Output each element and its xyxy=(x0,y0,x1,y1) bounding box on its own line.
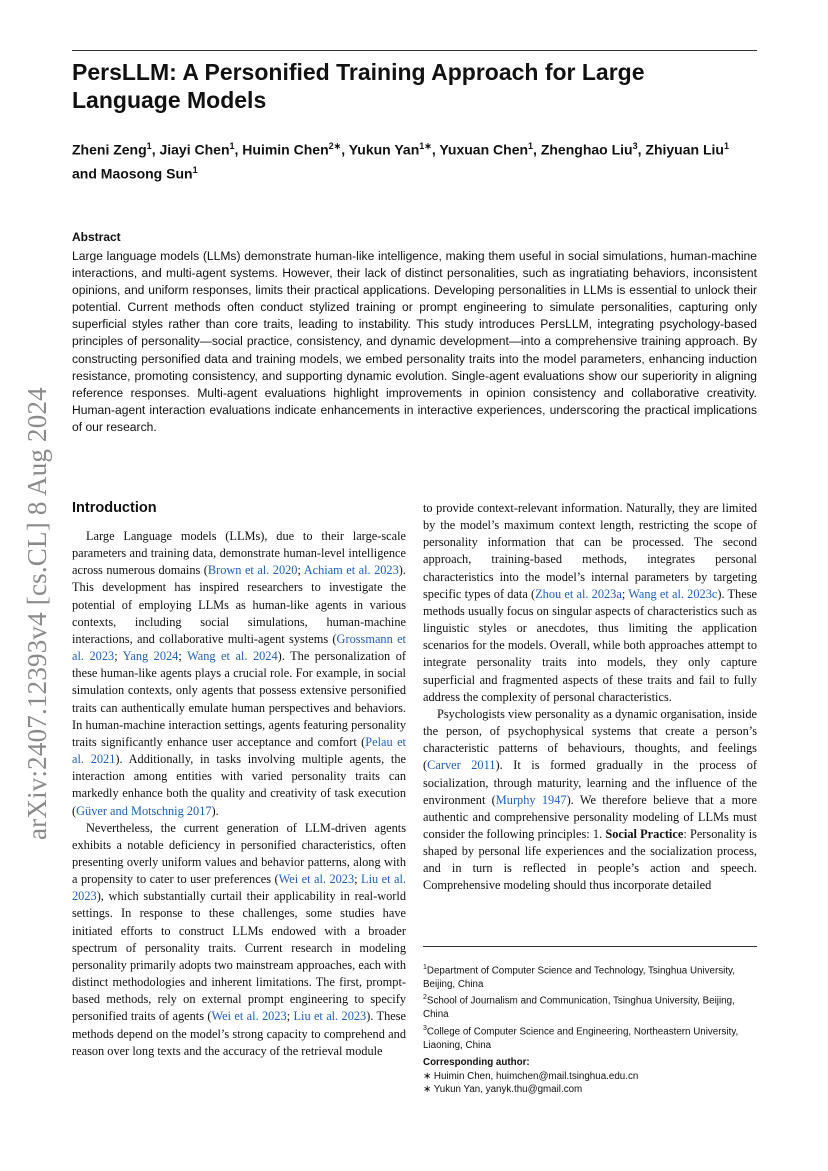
footnote-mark: 3 xyxy=(423,1024,427,1032)
affiliation-footnotes xyxy=(423,961,757,1052)
author-affiliation-mark: 1 xyxy=(528,141,534,151)
citation-link[interactable]: Brown et al. 2020 xyxy=(207,563,298,578)
author-name: Yukun Yan xyxy=(348,141,420,158)
body-text: ). This development has inspired researchers to investigate the potential of employing LLMs as human-like agents in various contexts, including social simulations, human-machine interactions, and collaborative multi-agent systems ( xyxy=(72,563,406,646)
footnote-text: School of Journalism and Communication, Tsinghua University, Beijing, China xyxy=(423,995,735,1021)
author-affiliation-mark: 2∗ xyxy=(328,141,342,151)
footnote xyxy=(423,991,757,1021)
body-text: ). We therefore believe that a more authentic and comprehensive personality modeling of LLMs must consider the following principles: 1. xyxy=(423,792,757,841)
footnote-text: Department of Computer Science and Technology, Tsinghua University, Beijing, China xyxy=(423,965,735,990)
body-text: : Personality is shaped by personal life experiences and the socialization process, and in turn is reflected in people’s action and speech. Comprehensive modeling should thus incorporate detailed xyxy=(423,826,757,893)
author-separator: , xyxy=(533,141,541,158)
footnote-rule xyxy=(423,946,757,947)
citation-link[interactable]: Murphy 1947 xyxy=(495,792,567,807)
footnote-mark: 2 xyxy=(423,994,427,1002)
author-list xyxy=(72,136,757,183)
citation-link[interactable]: Wang et al. 2024 xyxy=(187,649,278,664)
author-affiliation-mark: 1 xyxy=(146,141,152,151)
author-separator: and xyxy=(72,165,101,182)
citation-link[interactable]: Güver and Motschnig 2017 xyxy=(76,803,212,818)
author-separator: , xyxy=(341,141,349,158)
body-text: ; xyxy=(286,1009,294,1024)
body-text: ). These methods depend on the model’s strong capacity to comprehend and reason over long texts and the accuracy of the retrieval module xyxy=(72,1009,407,1058)
abstract-text: Large language models (LLMs) demonstrate human-like intelligence, making them useful in social simulations, human-machine interactions, and multi-agent systems. However, their lack of distinct personalities, such as ingratiating behaviors, inconsistent opinions, and uniform responses, limits their practical applications. Developing personalities in LLMs is essential to unlock their potential. Current methods often conduct stylized training or prompt engineering to simulate personalities, capturing only superficial styles rather than core traits, leading to instability. This study introduces PersLLM, integrating psychology-based principles of personality—social practice, consistency, and dynamic development—into a comprehensive training approach. By constructing personified data and training models, we embed personality traits into the model parameters, enhancing induction resistance, promoting consistency, and supporting dynamic evolution. Single-agent evaluations show our superiority in aligning reference responses. Multi-agent evaluations highlight improvements in opinion consistency and collaborative creativity. Human-agent interaction evaluations indicate enhancements in interactive experiences, underscoring the practical implications of our research. xyxy=(72,249,757,434)
author-name: Zheni Zeng xyxy=(72,141,147,158)
author-name: Jiayi Chen xyxy=(159,141,230,158)
left-column xyxy=(72,498,406,1060)
body-paragraph xyxy=(72,820,406,1060)
citation-link[interactable]: Achiam et al. 2023 xyxy=(303,563,399,578)
citation-link[interactable]: Liu et al. 2023 xyxy=(293,1009,367,1024)
abstract-heading: Abstract xyxy=(72,230,121,244)
citation-link[interactable]: Yang 2024 xyxy=(122,649,179,664)
body-text: ), which substantially curtail their applicability in real-world settings. In response to these challenges, some studies have initiated efforts to construct LLMs endowed with a broader spectrum of personality traits. Current research in modeling personality primarily adopts two mainstream approaches, each with distinct methodologies and inherent limitations. The first, prompt-based methods, rely on external prompt engineering to specify personified traits of agents ( xyxy=(72,889,406,1024)
corresponding-author-block xyxy=(423,1056,757,1097)
footnote xyxy=(423,961,757,991)
author-affiliation-mark: 1∗ xyxy=(419,141,432,151)
author-affiliation-mark: 3 xyxy=(632,141,638,151)
author-separator: , xyxy=(151,141,160,158)
body-text: ; xyxy=(354,872,362,887)
body-text: ; xyxy=(114,649,123,664)
body-text: ; xyxy=(178,649,188,664)
citation-link[interactable]: Wei et al. 2023 xyxy=(211,1009,287,1024)
author-name: Zhenghao Liu xyxy=(540,141,633,158)
author-affiliation-mark: 1 xyxy=(192,164,198,175)
body-text: ). xyxy=(211,803,219,818)
body-paragraph xyxy=(423,500,757,706)
footnote-text: College of Computer Science and Engineering, Northeastern University, Liaoning, China xyxy=(423,1026,739,1051)
author-affiliation-mark: 1 xyxy=(229,141,235,151)
paper-title: PersLLM: A Personified Training Approach for Large Language Models xyxy=(72,59,645,113)
body-text: Large Language models (LLMs), due to their large-scale parameters and training data, demonstrate human-level intelligence across numerous domains ( xyxy=(72,529,406,578)
citation-link[interactable]: Grossmann et al. 2023 xyxy=(72,631,406,664)
body-paragraph xyxy=(72,528,406,820)
arxiv-identifier: arXiv:2407.12393v4 [cs.CL] 8 Aug 2024 xyxy=(22,387,52,840)
corresponding-item: ∗ Yukun Yan, yanyk.thu@gmail.com xyxy=(423,1084,583,1096)
author-name: Maosong Sun xyxy=(100,165,193,182)
body-text: ). These methods usually focus on singular aspects of characteristics such as linguistic styles or anecdotes, thus limiting the application scenarios for the models. Overall, while both approaches attempt to integrate personality traits into models, they only capture superficial and fragmented aspects of these traits and fail to fully address the complexity of personal characteristics. xyxy=(423,586,757,704)
author-name: Yuxuan Chen xyxy=(439,141,529,158)
citation-link[interactable]: Wei et al. 2023 xyxy=(278,872,355,887)
author-separator: , xyxy=(637,141,646,158)
section-heading: Introduction xyxy=(72,500,157,516)
body-text: ). The personalization of these human-like agents plays a crucial role. For example, in social simulation contexts, only agents that possess extensive personified traits can authentically emulate human perspectives and behaviors. In human-machine interaction settings, agents featuring personality traits significantly enhance user acceptance and comfort ( xyxy=(72,649,406,749)
author-affiliation-mark: 1 xyxy=(723,141,729,151)
author-name: Zhiyuan Liu xyxy=(645,141,724,158)
citation-link[interactable]: Wang et al. 2023c xyxy=(628,586,718,601)
top-rule xyxy=(72,50,757,51)
body-text: ). Additionally, in tasks involving multiple agents, the interaction among entities with varied personality traits can markedly enhance both the quality and creativity of task execution ( xyxy=(72,752,406,818)
left-column-body xyxy=(72,528,406,1060)
citation-link[interactable]: Pelau et al. 2021 xyxy=(72,734,406,767)
citation-link[interactable]: Liu et al. 2023 xyxy=(72,872,407,904)
body-text: Psychologists view personality as a dynamic organisation, inside the person, of psychophysical systems that create a person’s characteristic patterns of behaviours, thoughts, and feelings ( xyxy=(423,706,757,773)
body-text: ). It is formed gradually in the process of socialization, through maturity, learning and the influence of the environment ( xyxy=(423,758,757,807)
body-paragraph xyxy=(423,706,757,895)
footnote xyxy=(423,1022,757,1052)
author-separator: , xyxy=(431,141,440,158)
body-text: Nevertheless, the current generation of LLM-driven agents exhibits a notable deficiency in personified characteristics, often presenting overly uniform values and behavior patterns, along with a propensity to cater to user preferences ( xyxy=(72,820,406,887)
body-text: ; xyxy=(297,563,304,578)
footnote-mark: 1 xyxy=(423,964,427,971)
right-column xyxy=(423,500,757,895)
bold-term: Social Practice xyxy=(605,826,684,841)
body-text: ; xyxy=(621,586,629,601)
author-separator: , xyxy=(234,141,243,158)
citation-link[interactable]: Carver 2011 xyxy=(427,758,496,773)
citation-link[interactable]: Zhou et al. 2023a xyxy=(535,586,622,601)
body-text: to provide context-relevant information. Naturally, they are limited by the model’s maximum context length, restricting the scope of personality information that can be processed. The second approach, training-based methods, integrates personal characteristics into the model’s internal parameters by targeting specific types of data ( xyxy=(423,501,757,601)
corresponding-item: ∗ Huimin Chen, huimchen@mail.tsinghua.edu.cn xyxy=(423,1070,639,1082)
author-name: Huimin Chen xyxy=(242,141,329,158)
corresponding-heading: Corresponding author: xyxy=(423,1057,530,1068)
right-column-body xyxy=(423,500,757,895)
